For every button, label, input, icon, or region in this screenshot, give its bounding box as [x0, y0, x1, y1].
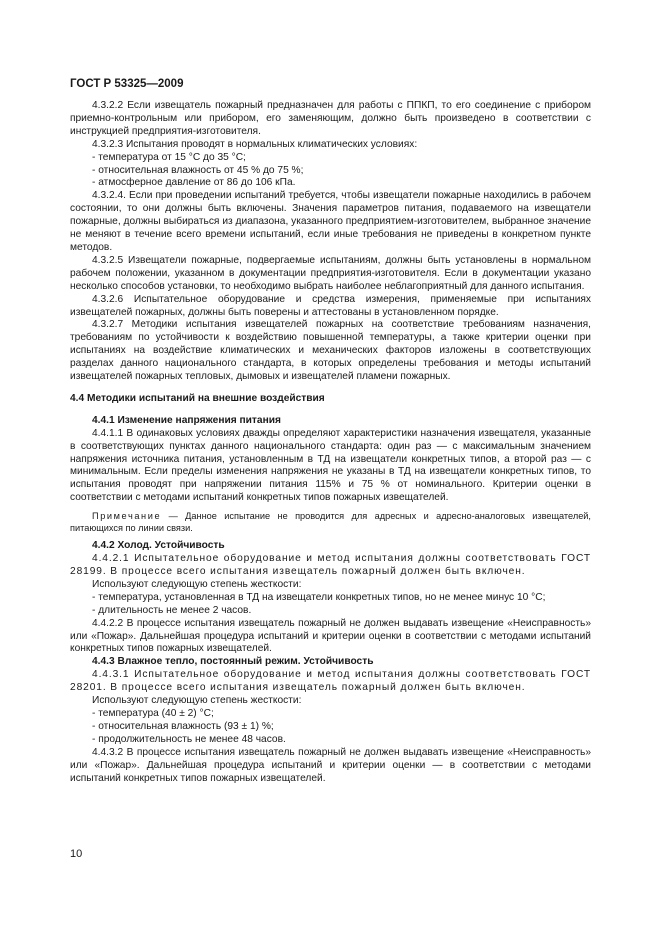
- list-item: - температура, установленная в ТД на извещатели конкретных типов, но не менее минус 10 °С;: [92, 591, 546, 603]
- paragraph-4-3-2-4: 4.3.2.4. Если при проведении испытаний требуется, чтобы извещатели пожарные находились в рабочем состоянии, то они должны быть включены. Значения параметров питания, подаваемого на извещатели пожарные, должны выбираться из диапазона, указанного предприятием-изготовителем, выбранное значение не меняют в течение всего времени испытаний, если иные требования не приведены в конкретном пункте методов.: [70, 190, 591, 253]
- list-item: - относительная влажность от 45 % до 75 %;: [92, 164, 304, 176]
- page-body: [70, 100, 591, 785]
- paragraph-4-3-2-2: 4.3.2.2 Если извещатель пожарный предназначен для работы с ППКП, то его соединение с прибором приемно-контрольным или прибором, его заменяющим, должно быть произведено в соответствии с инструкцией предприятия-изготовителя.: [70, 100, 591, 137]
- list-item: - температура от 15 °С до 35 °С;: [92, 151, 246, 163]
- paragraph-4-4-3-1: 4.4.3.1 Испытательное оборудование и метод испытания должны соответствовать ГОСТ 28201. В процессе всего испытания извещатель пожарный должен быть включен.: [70, 669, 591, 694]
- subsection-heading-4-4-3: 4.4.3 Влажное тепло, постоянный режим. Устойчивость: [92, 656, 374, 668]
- list-item: - атмосферное давление от 86 до 106 кПа.: [92, 177, 296, 189]
- section-heading-4-4: 4.4 Методики испытаний на внешние воздействия: [70, 392, 325, 404]
- note-label: Примечание: [92, 511, 162, 522]
- paragraph-4-3-2-5: 4.3.2.5 Извещатели пожарные, подвергаемые испытаниям, должны быть установлены в нормальном рабочем положении, указанном в документации предприятия-изготовителя. Если в документации указано несколько способов установки, то необходимо выбрать наиболее неблагоприятный для данного испытания.: [70, 254, 591, 292]
- paragraph-4-3-2-7: 4.3.2.7 Методики испытания извещателей пожарных на соответствие требованиям назначения, требованиям по устойчивости к воздействию повышенной температуры, а также критерии оценки при испытаниях на воздействие климатических и механических факторов изложены в соответствующих разделах данного национального стандарта, в которых определены требования и методы испытаний извещателей пожарных тепловых, дымовых и извещателей пламени пожарных.: [70, 319, 591, 383]
- paragraph-severity: Используют следующую степень жесткости:: [92, 578, 302, 590]
- paragraph-4-4-1-1: 4.4.1.1 В одинаковых условиях дважды определяют характеристики назначения извещателя, указанные в соответствующих пунктах данного национального стандарта: один раз — с максимальным значением напряжения источника питания, установленным в ТД на извещатели конкретных типов, а второй раз — с минимальным. Если пределы изменения напряжения не указаны в ТД на извещатели конкретных типов, то испытания проводят при напряжении питания 115% и 75 % от номинального. Критерии оценки в соответствии с методами испытаний конкретных типов пожарных извещателей.: [70, 427, 591, 504]
- paragraph-4-4-3-2: 4.4.3.2 В процессе испытания извещатель пожарный не должен выдавать извещение «Неисправность» или «Пожар». Дальнейшая процедура испытаний и критерии оценки — в соответствии с методами испытаний конкретных типов пожарных извещателей.: [70, 746, 591, 784]
- list-item: - продолжительность не менее 48 часов.: [92, 733, 286, 745]
- paragraph-4-4-2-1: 4.4.2.1 Испытательное оборудование и метод испытания должны соответствовать ГОСТ 28199. В процессе всего испытания извещатель пожарный должен быть включен.: [70, 553, 591, 577]
- list-item: - относительная влажность (93 ± 1) %;: [92, 720, 274, 732]
- page-number: 10: [70, 848, 83, 860]
- subsection-heading-4-4-2: 4.4.2 Холод. Устойчивость: [92, 540, 225, 552]
- paragraph-4-3-2-6: 4.3.2.6 Испытательное оборудование и средства измерения, применяемые при испытаниях извещателей пожарных, должны быть поверены и аттестованы в установленном порядке.: [70, 293, 591, 318]
- subsection-heading-4-4-1: 4.4.1 Изменение напряжения питания: [92, 414, 281, 426]
- paragraph-4-3-2-3: 4.3.2.3 Испытания проводят в нормальных климатических условиях:: [92, 138, 418, 150]
- note: [70, 511, 591, 534]
- paragraph-4-4-2-2: 4.4.2.2 В процессе испытания извещатель пожарный не должен выдавать извещение «Неисправность» или «Пожар». Дальнейшая процедура испытаний и критерии оценки в соответствии с методами испытаний конкретных типов пожарных извещателей.: [70, 617, 591, 655]
- note-text: — Данное испытание не проводится для адресных и адресно-аналоговых извещателей, питающихся по линии связи.: [70, 511, 591, 533]
- list-item: - длительность не менее 2 часов.: [92, 604, 252, 616]
- document-header: ГОСТ Р 53325—2009: [70, 78, 184, 90]
- paragraph-severity: Используют следующую степень жесткости:: [92, 695, 302, 707]
- list-item: - температура (40 ± 2) °С;: [92, 707, 214, 719]
